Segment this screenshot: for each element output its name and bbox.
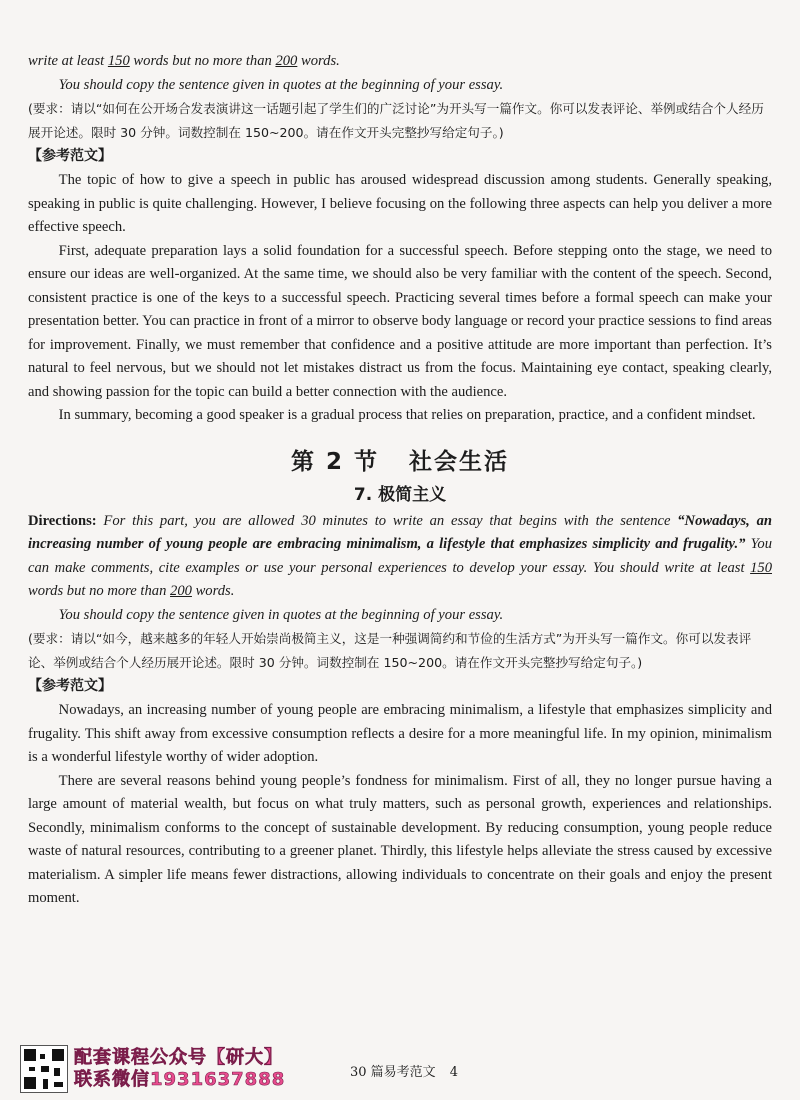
prev-sample-heading: 【参考范文】 <box>28 148 112 164</box>
page-number: 4 <box>449 1065 458 1080</box>
page-footer <box>0 1045 800 1095</box>
section-title: 第 2 节 社会生活 <box>290 448 510 475</box>
prev-paragraph-3: In summary, becoming a good speaker is a gradual process that relies on preparation, practice, and a confident mindset. <box>58 407 756 423</box>
prev-paragraph-2: First, adequate preparation lays a solid foundation for a successful speech. Before stepping onto the stage, we need to ensure our ideas are well-organized. At the same time, we should also be very familiar with the content of the speech. Second, consistent practice is one of the keys to a successful speech. Practicing several times before a formal speech can make your presentation better. You can practice in front of a mirror to observe body language or record your practice sessions to find areas for improvement. Finally, we must remember that confidence and a positive attitude are more important than perfection. It’s natural to feel nervous, but we should not let mistakes distract us from the focus. Maintaining eye contact, speaking clearly, and showing passion for the topic can build a better connection with the audience. <box>28 242 772 400</box>
topic-title: 7. 极简主义 <box>353 484 447 505</box>
task-copy-note: You should copy the sentence given in quotes at the beginning of your essay. <box>58 606 504 623</box>
task-paragraph-2: There are several reasons behind young people’s fondness for minimalism. First of all, they no longer pursue having a large amount of material wealth, but focus on what truly matters, such as personal growth, experiences and relationships. Secondly, minimalism conforms to the concept of sustainable development. By reducing consumption, young people reduce waste of natural resources, contributing to a greener planet. Thirdly, this lifestyle helps alleviate the stress caused by excessive materialism. A simpler life means fewer distractions, allowing individuals to concentrate on their goals and enjoy the present moment. <box>28 772 772 906</box>
task-directions: Directions: For this part, you are allowed 30 minutes to write an essay that begins with the sentence “Nowadays, an increasing number of young people are embracing minimalism, a lifestyle that emphasizes simplicity and frugality.” You can make comments, cite examples or use your personal experiences to develop your essay. You should write at least 150 words but no more than 200 words. <box>28 512 772 599</box>
document-page <box>28 0 772 1100</box>
task-sample-heading: 【参考范文】 <box>28 678 112 694</box>
qr-code[interactable] <box>20 1045 68 1093</box>
promo-line-1: 配套课程公众号【研大】 <box>74 1047 283 1068</box>
book-title: 30 篇易考范文 <box>350 1065 436 1080</box>
prev-paragraph-1: The topic of how to give a speech in public has aroused widespread discussion among students. Generally speaking, speaking in public is quite challenging. However, I believe focusing on the following three aspects can help you deliver a more effective speech. <box>28 172 772 235</box>
task-requirement: (要求：请以“如今，越来越多的年轻人开始崇尚极简主义，这是一种强调简约和节俭的生活方式”为开头写一篇作文。你可以发表评论、举例或结合个人经历展开论述。限时 30 分钟。词数控制在 150~200。请在作文开头完整抄写给定句子。) <box>28 631 752 670</box>
promo-line-2: 联系微信1931637888 <box>74 1069 286 1090</box>
prev-requirement: (要求：请以“如何在公开场合发表演讲这一话题引起了学生们的广泛讨论”为开头写一篇作文。你可以发表评论、举例或结合个人经历展开论述。限时 30 分钟。词数控制在 150~200。请在作文开头完整抄写给定句子。) <box>28 101 764 140</box>
prev-copy-note: You should copy the sentence given in quotes at the beginning of your essay. <box>58 76 504 93</box>
page-label <box>350 1061 458 1080</box>
prev-directions-tail: write at least 150 words but no more than 200 words. <box>28 53 340 69</box>
promo-text <box>74 1047 285 1091</box>
task-paragraph-1: Nowadays, an increasing number of young people are embracing minimalism, a lifestyle that emphasizes simplicity and frugality. This shift away from excessive consumption reflects a desire for a more meaningful life. In my opinion, minimalism is a wonderful lifestyle worthy of wider adoption. <box>28 702 772 765</box>
